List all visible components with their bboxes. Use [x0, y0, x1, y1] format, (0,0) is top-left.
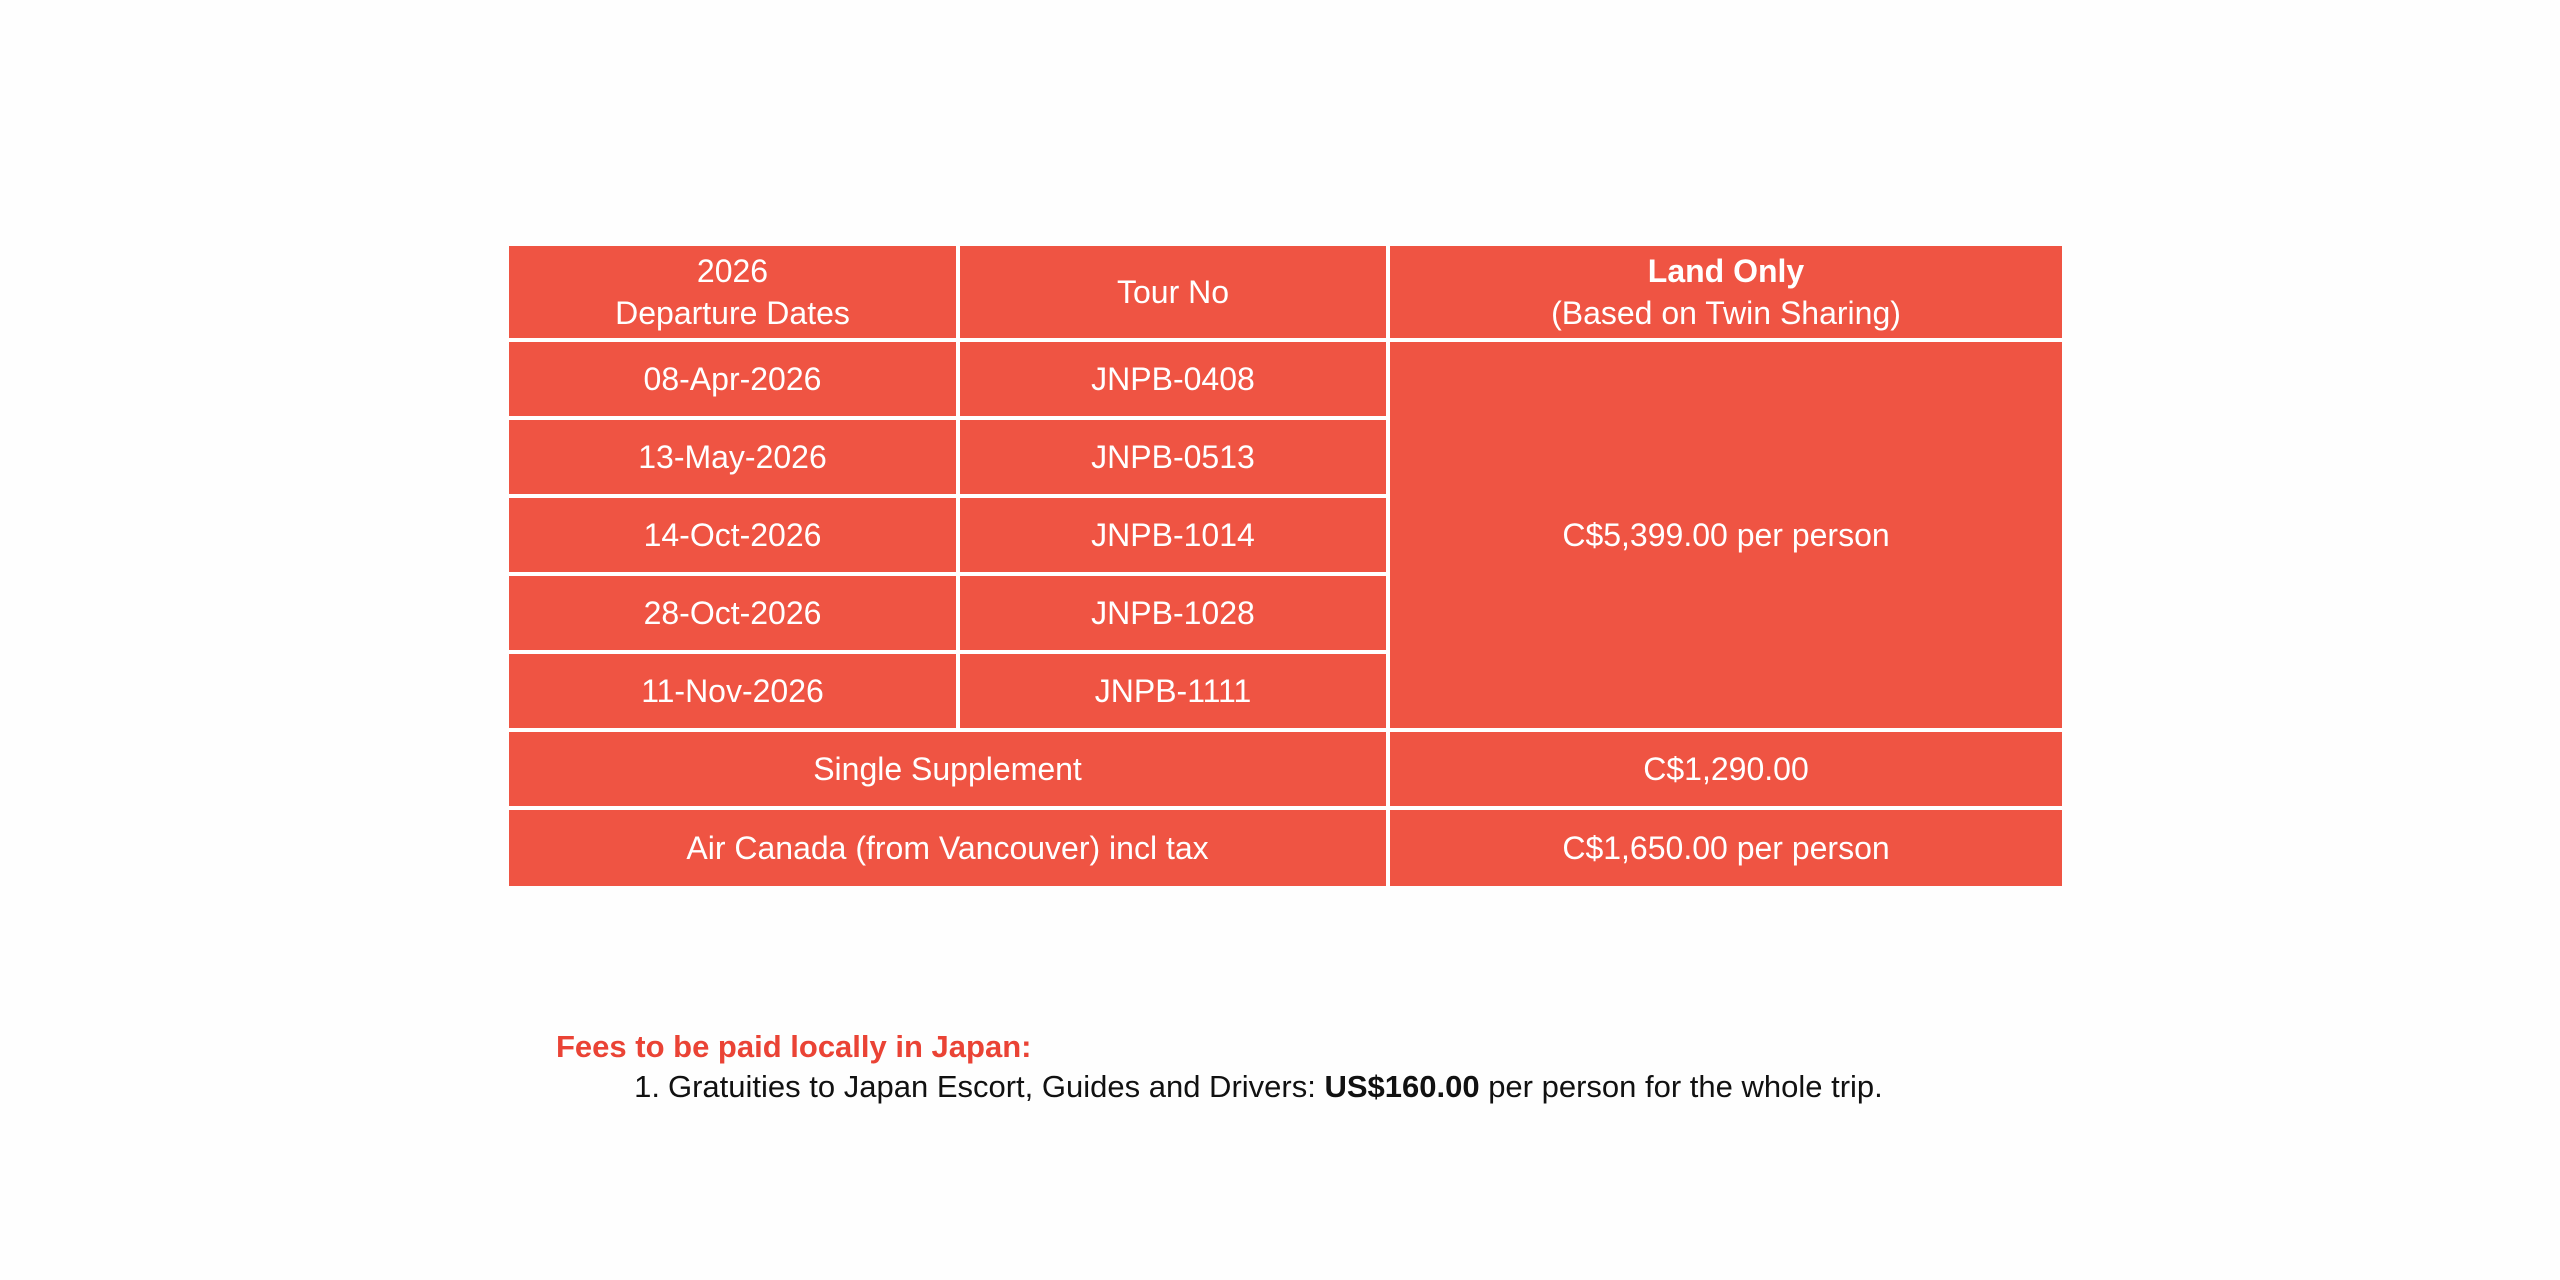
local-fees-list	[556, 1067, 2456, 1107]
gratuities-amount: US$160.00	[1324, 1069, 1480, 1104]
air-canada-label: Air Canada (from Vancouver) incl tax	[509, 808, 1388, 886]
list-item	[556, 1067, 2456, 1107]
header-land-only-label: Land Only	[1647, 253, 1805, 289]
single-supplement-row	[509, 730, 2062, 808]
air-canada-value: C$1,650.00 per person	[1388, 808, 2062, 886]
header-twin-sharing-note: (Based on Twin Sharing)	[1551, 295, 1901, 331]
tour-no-cell: JNPB-1028	[958, 574, 1388, 652]
table-header-row	[509, 246, 2062, 340]
local-fees-section	[556, 1027, 2456, 1107]
tour-no-cell: JNPB-0408	[958, 340, 1388, 418]
single-supplement-label: Single Supplement	[509, 730, 1388, 808]
land-only-price-cell: C$5,399.00 per person	[1388, 340, 2062, 730]
header-year: 2026	[696, 253, 769, 289]
gratuities-suffix: per person for the whole trip.	[1479, 1069, 1883, 1104]
departure-date-cell: 11-Nov-2026	[509, 652, 958, 730]
tour-pricing-table	[509, 246, 2062, 886]
header-departure-dates	[509, 246, 958, 340]
single-supplement-value: C$1,290.00	[1388, 730, 2062, 808]
table-row	[509, 340, 2062, 418]
header-tour-no: Tour No	[958, 246, 1388, 340]
gratuities-description: Gratuities to Japan Escort, Guides and Drivers:	[668, 1069, 1325, 1104]
header-land-only	[1388, 246, 2062, 340]
gratuities-text	[668, 1067, 1883, 1107]
departure-date-cell: 14-Oct-2026	[509, 496, 958, 574]
list-item-number: 1.	[634, 1069, 660, 1104]
header-departure-dates-label: Departure Dates	[615, 295, 850, 331]
departure-date-cell: 13-May-2026	[509, 418, 958, 496]
tour-no-cell: JNPB-0513	[958, 418, 1388, 496]
local-fees-title: Fees to be paid locally in Japan:	[556, 1029, 1032, 1064]
departure-date-cell: 28-Oct-2026	[509, 574, 958, 652]
departure-date-cell: 08-Apr-2026	[509, 340, 958, 418]
tour-no-cell: JNPB-1014	[958, 496, 1388, 574]
air-canada-row	[509, 808, 2062, 886]
tour-no-cell: JNPB-1111	[958, 652, 1388, 730]
